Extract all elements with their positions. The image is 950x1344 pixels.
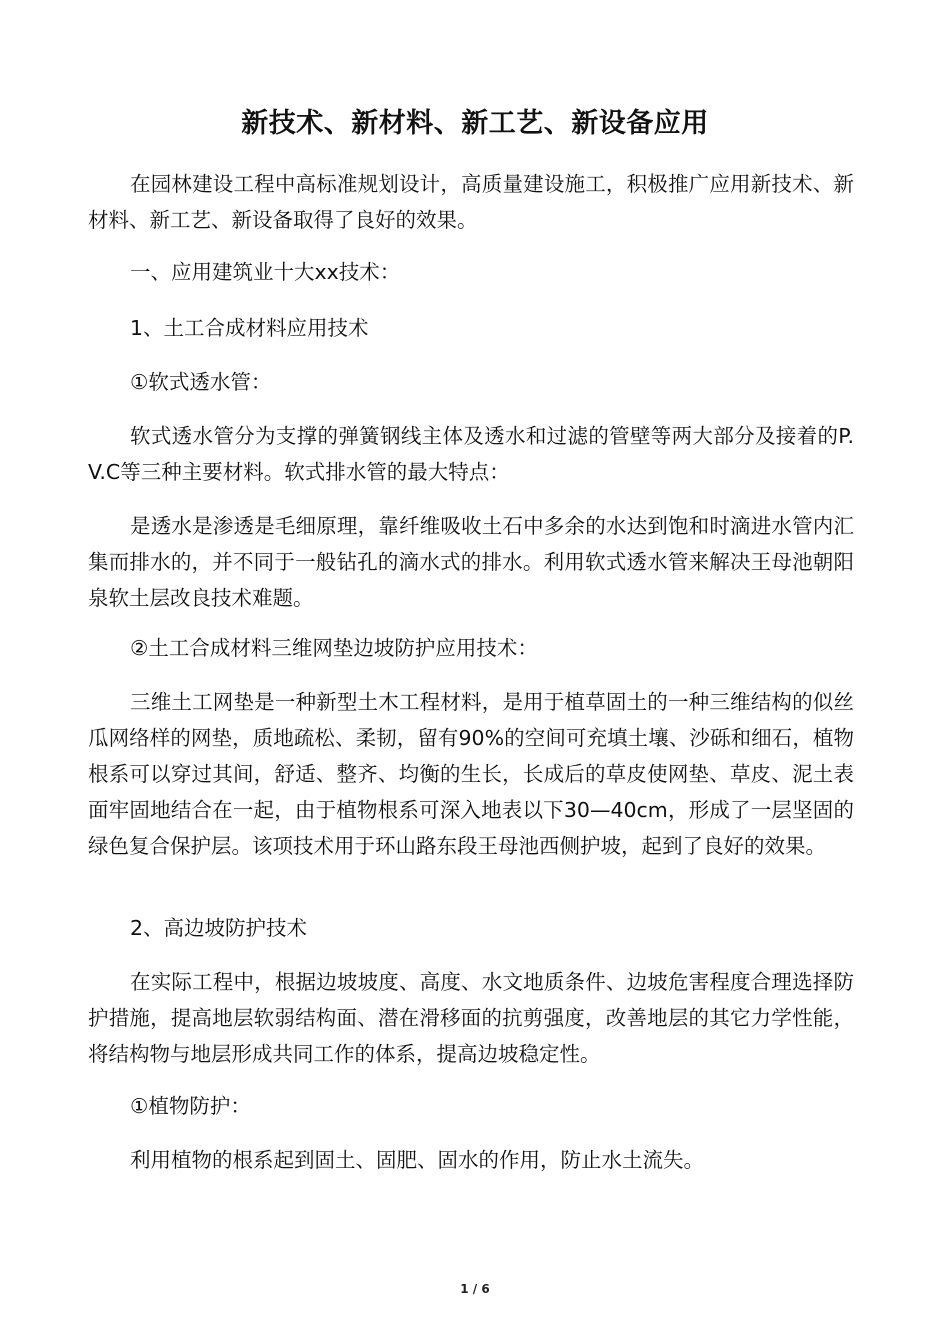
paragraph-soft-pipe-feature: 是透水是渗透是毛细原理，靠纤维吸收土石中多余的水达到饱和时滴进水管内汇集而排水的，并不同于一般钻孔的滴水式的排水。利用软式透水管来解决王母池朝阳泉软土层改良技术难题。 xyxy=(88,514,854,610)
paragraph-plant: 利用植物的根系起到固土、固肥、固水的作用，防止水土流失。 xyxy=(130,1148,704,1172)
paragraph-slope-protection: 在实际工程中，根据边坡坡度、高度、水文地质条件、边坡危害程度合理选择防护措施，提高地层软弱结构面、潜在滑移面的抗剪强度，改善地层的其它力学性能，将结构物与地层形成共同工作的体系，提高边坡稳定性。 xyxy=(88,970,854,1066)
heading-subitem-soft-pipe: ①软式透水管： xyxy=(130,370,272,394)
heading-subitem-plant: ①植物防护： xyxy=(130,1094,251,1118)
page-number: 1 / 6 xyxy=(460,1282,490,1296)
paragraph-soft-pipe: 软式透水管分为支撑的弹簧钢线主体及透水和过滤的管壁等两大部分及接着的P.V.C等三种主要材料。软式排水管的最大特点： xyxy=(88,424,854,484)
heading-item-2: 2、高边坡防护技术 xyxy=(130,916,308,940)
heading-section-1: 一、应用建筑业十大xx技术： xyxy=(130,260,401,284)
paragraph-3d-net: 三维土工网垫是一种新型土木工程材料，是用于植草固土的一种三维结构的似丝瓜网络样的网垫，质地疏松、柔韧，留有90%的空间可充填土壤、沙砾和细石，植物根系可以穿过其间，舒适、整齐、均衡的生长，长成后的草皮使网垫、草皮、泥土表面牢固地结合在一起，由于植物根系可深入地表以下30—40cm，形成了一层坚固的绿色复合保护层。该项技术用于环山路东段王母池西侧护坡，起到了良好的效果。 xyxy=(88,690,854,858)
page-title: 新技术、新材料、新工艺、新设备应用 xyxy=(241,108,709,139)
heading-item-1: 1、土工合成材料应用技术 xyxy=(130,316,369,340)
paragraph-intro: 在园林建设工程中高标准规划设计，高质量建设施工，积极推广应用新技术、新材料、新工艺、新设备取得了良好的效果。 xyxy=(88,172,854,232)
heading-subitem-3d-net: ②土工合成材料三维网垫边坡防护应用技术： xyxy=(130,636,538,660)
